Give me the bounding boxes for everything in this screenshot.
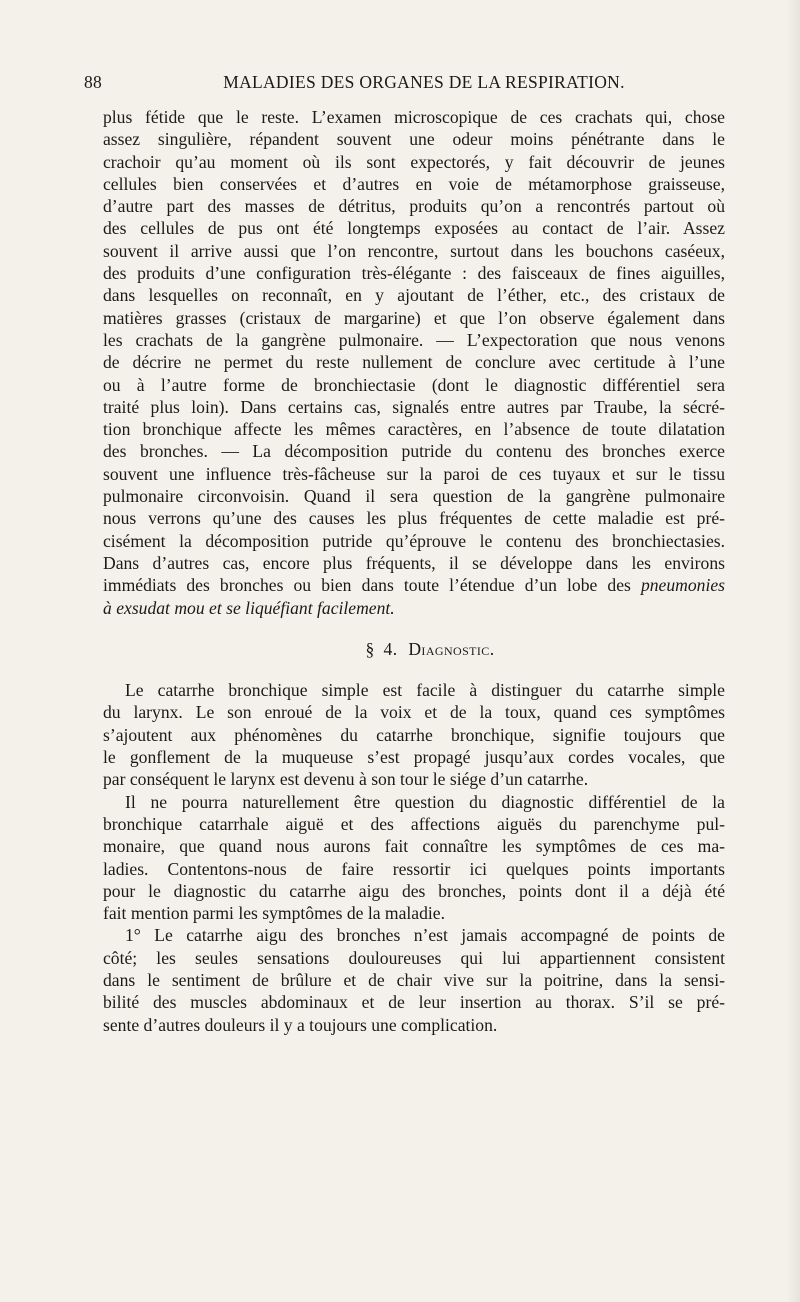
text-line: cisément la décomposition putride qu’éprouve le contenu des bronchiectasies.: [103, 530, 725, 551]
section-heading: [103, 638, 725, 660]
text-line: souvent il arrive aussi que l’on rencontre, surtout dans les bouchons caséeux,: [103, 240, 725, 261]
text-line: ou à l’autre forme de bronchiectasie (dont le diagnostic différentiel sera: [103, 374, 725, 395]
text-line: des bronches. — La décomposition putride du contenu des bronches exerce: [103, 441, 725, 462]
text-line: le gonflement de la muqueuse s’est propagé jusqu’aux cordes vocales, que: [103, 747, 725, 768]
text-line: souvent une influence très-fâcheuse sur la paroi de ces tuyaux et sur le tissu: [103, 463, 725, 484]
section-mark: §: [365, 638, 375, 659]
paragraph-4: [103, 924, 725, 1035]
text-line: d’autre part des masses de détritus, produits qu’on a rencontrés partout où: [103, 196, 725, 217]
paragraph-3: [103, 791, 725, 925]
text-line: Le catarrhe bronchique simple est facile à distinguer du catarrhe simple: [125, 680, 725, 701]
italic-term: pneumonies: [640, 575, 725, 596]
page-number: 88: [84, 72, 103, 92]
text-line: sente d’autres douleurs il y a toujours une complication.: [103, 1014, 498, 1035]
text-line: nous verrons qu’une des causes les plus fréquentes de cette maladie est pré-: [103, 508, 725, 529]
text-line: s’ajoutent aux phénomènes du catarrhe bronchique, signifie toujours que: [103, 724, 725, 745]
page-edge-shadow: [786, 0, 800, 1302]
text-line: des cellules de pus ont été longtemps exposées au contact de l’air. Assez: [103, 218, 725, 239]
running-title: MALADIES DES ORGANES DE LA RESPIRATION.: [223, 72, 625, 92]
text-line-with-italic: [103, 574, 725, 596]
page-header: [84, 72, 724, 94]
text-line: ladies. Contentons-nous de faire ressortir ici quelques points importants: [103, 858, 725, 879]
text-line: cellules bien conservées et d’autres en voie de métamorphose graisseuse,: [103, 173, 725, 194]
italic-phrase: à exsudat mou et se liquéfiant facilement.: [103, 597, 395, 618]
text-line: pour le diagnostic du catarrhe aigu des bronches, points dont il a déjà été: [103, 880, 725, 901]
text-line: traité plus loin). Dans certains cas, signalés entre autres par Traube, la sécré-: [103, 396, 725, 417]
text-line: de décrire ne permet du reste nullement de conclure avec certitude à l’une: [103, 352, 725, 373]
text-line: Dans d’autres cas, encore plus fréquents, il se développe dans les environs: [103, 552, 725, 573]
text-line: dans le sentiment de brûlure et de chair vive sur la poitrine, dans la sensi-: [103, 969, 725, 990]
text-line: plus fétide que le reste. L’examen microscopique de ces crachats qui, chose: [103, 107, 725, 127]
text-line-italic: [103, 597, 725, 619]
paragraph-2: [103, 679, 725, 790]
section-number: 4.: [383, 638, 398, 659]
text-line: monaire, que quand nous aurons fait connaître les symptômes de ces ma-: [103, 836, 725, 857]
text-line: dans lesquelles on reconnaît, en y ajoutant de l’éther, etc., des cristaux de: [103, 285, 725, 306]
text-line: crachoir qu’au moment où ils sont expectorés, y fait découvrir de jeunes: [103, 151, 725, 172]
paragraph-1: [103, 106, 725, 619]
body-text: [103, 106, 725, 1036]
text-line: fait mention parmi les symptômes de la maladie.: [103, 903, 446, 924]
text-line: bronchique catarrhale aiguë et des affections aiguës du parenchyme pul-: [103, 813, 725, 834]
text-run: immédiats des bronches ou bien dans toute l’étendue d’un lobe des: [103, 575, 641, 596]
text-line: côté; les seules sensations douloureuses qui lui appartiennent consistent: [103, 947, 725, 968]
text-line: bilité des muscles abdominaux et de leur insertion au thorax. S’il se pré-: [103, 992, 725, 1013]
text-line: matières grasses (cristaux de margarine) et que l’on observe également dans: [103, 307, 725, 328]
text-line: par conséquent le larynx est devenu à son tour le siége d’un catarrhe.: [103, 769, 589, 790]
text-line: pulmonaire circonvoisin. Quand il sera question de la gangrène pulmonaire: [103, 486, 725, 507]
section-title: Diagnostic.: [408, 638, 495, 659]
text-line: du larynx. Le son enroué de la voix et de la toux, quand ces symptômes: [103, 702, 725, 723]
text-line: assez singulière, répandent souvent une odeur moins pénétrante dans le: [103, 129, 725, 150]
text-line: Il ne pourra naturellement être question du diagnostic différentiel de la: [125, 791, 725, 812]
text-line: 1° Le catarrhe aigu des bronches n’est jamais accompagné de points de: [125, 925, 725, 946]
text-line: les crachats de la gangrène pulmonaire. — L’expectoration que nous venons: [103, 329, 725, 350]
text-line: des produits d’une configuration très-élégante : des faisceaux de fines aiguilles,: [103, 263, 725, 284]
text-line: tion bronchique affecte les mêmes caractères, en l’absence de toute dilatation: [103, 419, 725, 440]
